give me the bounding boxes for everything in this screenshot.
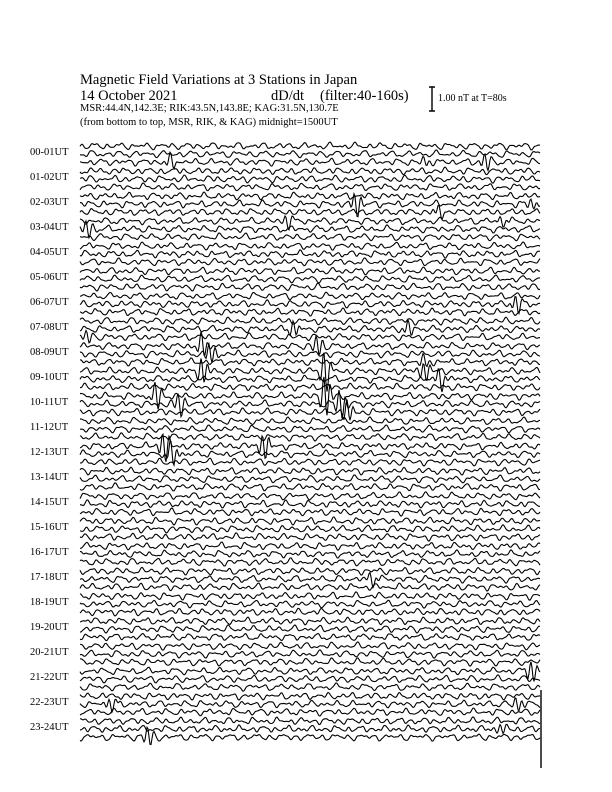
hour-label: 20-21UT xyxy=(30,647,69,658)
trace-msr xyxy=(80,533,540,541)
hour-label: 11-12UT xyxy=(30,422,69,433)
hour-label: 06-07UT xyxy=(30,297,69,308)
trace-rik xyxy=(80,600,540,608)
trace-msr xyxy=(80,233,540,241)
hour-label: 19-20UT xyxy=(30,622,69,633)
hour-label: 07-08UT xyxy=(30,322,69,333)
trace-rik xyxy=(80,344,540,362)
trace-kag xyxy=(80,353,540,392)
trace-kag xyxy=(80,167,540,174)
hour-label: 03-04UT xyxy=(30,222,69,233)
trace-kag xyxy=(80,567,540,575)
trace-kag xyxy=(80,467,540,475)
trace-msr xyxy=(80,258,540,266)
scale-bar xyxy=(429,87,435,111)
trace-rik xyxy=(80,441,540,466)
trace-kag xyxy=(80,242,540,250)
trace-kag xyxy=(80,192,540,200)
trace-msr xyxy=(80,205,540,219)
trace-rik xyxy=(80,500,540,508)
hour-label: 15-16UT xyxy=(30,522,69,533)
trace-msr xyxy=(80,558,540,566)
trace-rik xyxy=(80,297,540,314)
trace-rik xyxy=(80,675,540,683)
hour-label: 08-09UT xyxy=(30,347,69,358)
hour-label: 09-10UT xyxy=(30,372,69,383)
trace-msr xyxy=(80,658,540,666)
trace-rik xyxy=(80,425,540,433)
hour-label: 02-03UT xyxy=(30,197,69,208)
trace-rik xyxy=(80,275,540,283)
trace-rik xyxy=(80,150,540,158)
trace-msr xyxy=(80,433,540,441)
order-note: (from bottom to top, MSR, RIK, & KAG) midnight=1500UT xyxy=(80,117,338,128)
trace-kag xyxy=(80,693,540,701)
quantity-label: dD/dt xyxy=(271,88,305,104)
trace-kag xyxy=(80,417,540,425)
trace-rik xyxy=(80,525,540,533)
trace-msr xyxy=(80,283,540,291)
stations-label: MSR:44.4N,142.3E; RIK:43.5N,143.8E; KAG:31.5N,130.7E xyxy=(80,103,339,114)
hour-label: 21-22UT xyxy=(30,672,69,683)
trace-kag xyxy=(80,142,540,150)
chart-title: Magnetic Field Variations at 3 Stations in Japan xyxy=(80,72,358,88)
trace-kag xyxy=(80,592,540,600)
trace-msr xyxy=(80,331,540,343)
hour-label: 00-01UT xyxy=(30,147,69,158)
hour-label: 14-15UT xyxy=(30,497,69,508)
hour-label: 10-11UT xyxy=(30,397,69,408)
trace-kag xyxy=(80,542,540,550)
hour-label: 12-13UT xyxy=(30,447,69,458)
trace-msr xyxy=(80,508,540,516)
trace-rik xyxy=(80,650,540,658)
trace-msr xyxy=(80,458,540,466)
hour-label: 17-18UT xyxy=(30,572,69,583)
trace-kag xyxy=(80,317,540,325)
trace-kag xyxy=(80,434,540,461)
hour-label: 05-06UT xyxy=(30,272,69,283)
hour-label: 23-24UT xyxy=(30,722,69,733)
trace-rik xyxy=(80,250,540,258)
trace-kag xyxy=(80,492,540,500)
trace-msr xyxy=(80,683,540,691)
trace-kag xyxy=(80,216,540,230)
trace-rik xyxy=(80,221,540,238)
date-label: 14 October 2021 xyxy=(80,88,178,104)
trace-msr xyxy=(80,383,540,391)
hour-label: 18-19UT xyxy=(30,597,69,608)
trace-kag xyxy=(80,642,540,650)
trace-msr xyxy=(80,708,540,716)
trace-msr xyxy=(80,308,540,316)
trace-rik xyxy=(80,550,540,558)
trace-rik xyxy=(80,475,540,483)
trace-rik xyxy=(80,724,540,733)
hour-label: 13-14UT xyxy=(30,472,69,483)
trace-rik xyxy=(80,175,540,183)
trace-msr xyxy=(80,608,540,616)
trace-msr xyxy=(80,183,540,191)
trace-kag xyxy=(80,617,540,625)
trace-msr xyxy=(80,583,540,591)
trace-kag xyxy=(80,717,540,725)
trace-rik xyxy=(80,573,540,588)
trace-rik xyxy=(80,625,540,633)
trace-kag xyxy=(80,267,540,274)
trace-kag xyxy=(80,517,540,525)
trace-kag xyxy=(80,292,540,300)
trace-msr xyxy=(80,354,540,367)
scale-label: 1.00 nT at T=80s xyxy=(438,93,507,104)
trace-msr xyxy=(80,483,540,491)
hour-label: 22-23UT xyxy=(30,697,69,708)
hour-label: 01-02UT xyxy=(30,172,69,183)
filter-label: (filter:40-160s) xyxy=(320,88,409,104)
hour-label: 16-17UT xyxy=(30,547,69,558)
hour-label: 04-05UT xyxy=(30,247,69,258)
trace-msr xyxy=(80,634,540,641)
